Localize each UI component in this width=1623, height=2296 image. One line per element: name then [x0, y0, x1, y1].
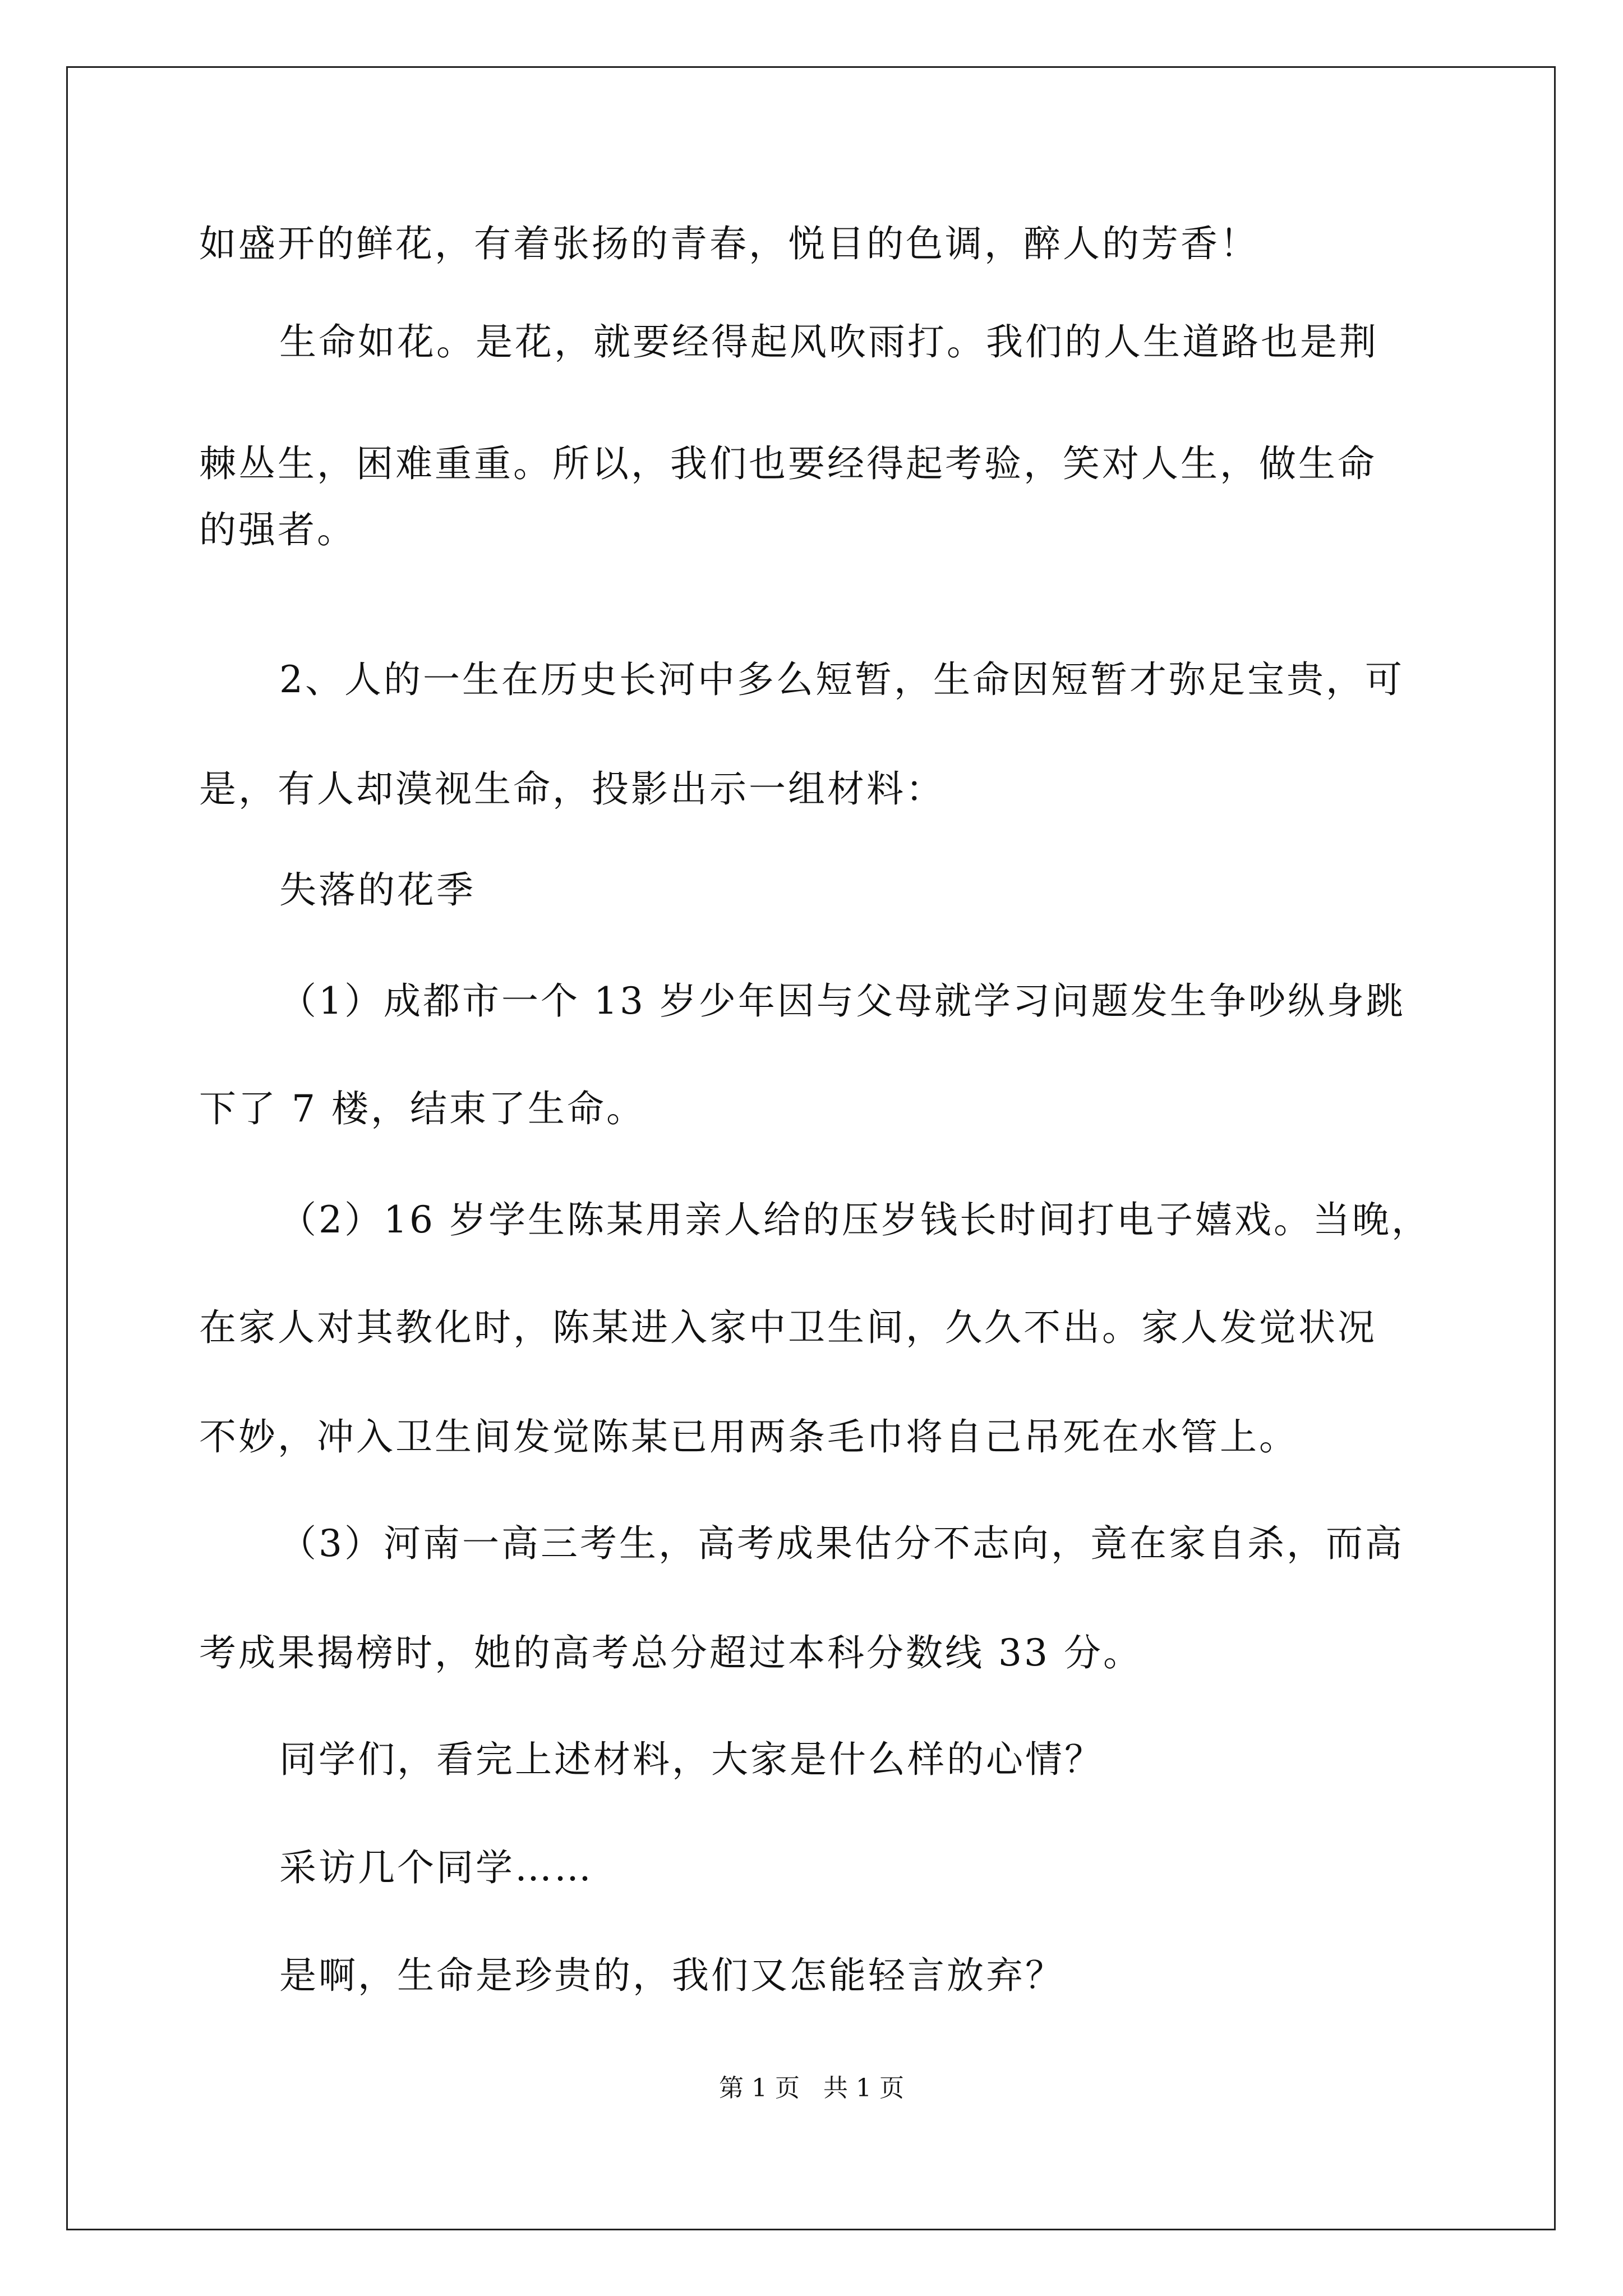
body-line: 采访几个同学…… [279, 1846, 593, 1889]
body-line: 生命如花。是花，就要经得起风吹雨打。我们的人生道路也是荆 [279, 320, 1378, 364]
body-line: 是，有人却漠视生命，投影出示一组材料： [199, 767, 945, 811]
body-line: 考成果揭榜时，她的高考总分超过本科分数线 33 分。 [199, 1631, 1142, 1674]
body-line: 是啊，生命是珍贵的，我们又怎能轻言放弃？ [279, 1954, 1064, 1997]
page-number-footer: 第 1 页 共 1 页 [719, 2074, 904, 2102]
body-line: 在家人对其教化时，陈某进入家中卫生间，久久不出。家人发觉状况 [199, 1306, 1377, 1349]
body-line: （3）河南一高三考生，高考成果估分不志向，竟在家自杀，而高 [279, 1522, 1404, 1565]
body-line: 2、人的一生在历史长河中多么短暂，生命因短暂才弥足宝贵，可 [279, 658, 1404, 701]
body-line: 下了 7 楼，结束了生命。 [199, 1087, 645, 1130]
body-line: 棘丛生，困难重重。所以，我们也要经得起考验，笑对人生，做生命 [199, 442, 1377, 485]
body-line: 如盛开的鲜花，有着张扬的青春，悦目的色调，醉人的芳香！ [199, 222, 1259, 265]
page-border [66, 66, 1556, 2230]
body-line: （2）16 岁学生陈某用亲人给的压岁钱长时间打电子嬉戏。当晚， [279, 1198, 1431, 1241]
body-line: 同学们，看完上述材料，大家是什么样的心情？ [279, 1738, 1104, 1781]
section-heading: 失落的花季 [279, 868, 476, 912]
body-line: （1）成都市一个 13 岁少年因与父母就学习问题发生争吵纵身跳 [279, 979, 1405, 1023]
body-line: 不妙，冲入卫生间发觉陈某已用两条毛巾将自己吊死在水管上。 [199, 1415, 1298, 1458]
body-line: 的强者。 [199, 508, 356, 551]
